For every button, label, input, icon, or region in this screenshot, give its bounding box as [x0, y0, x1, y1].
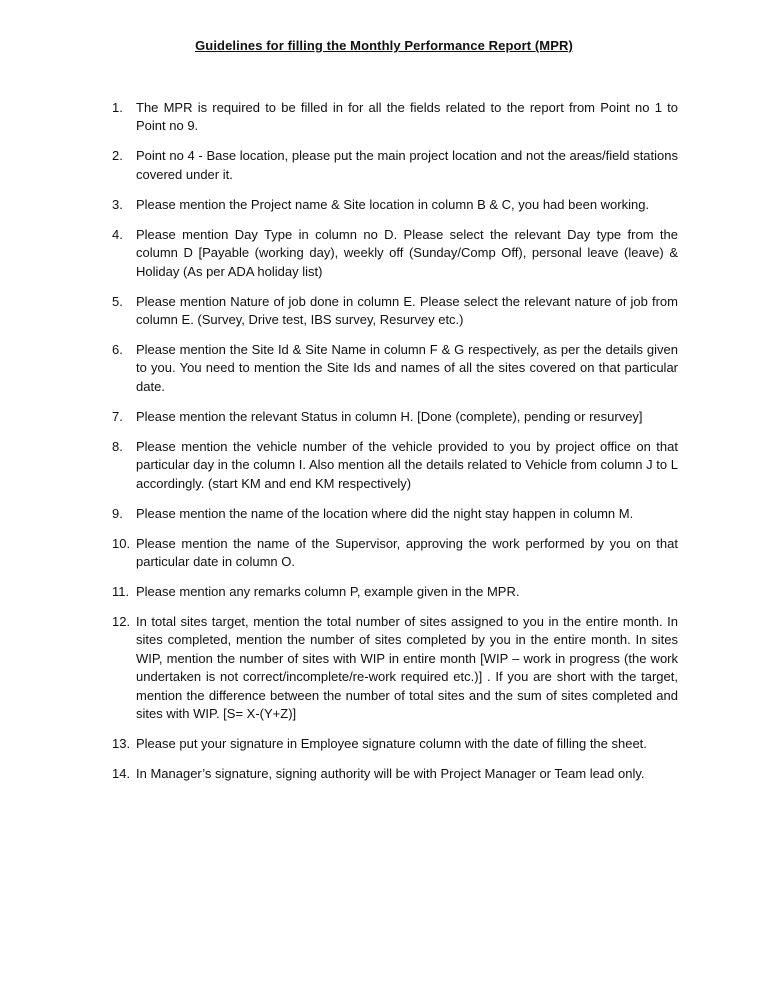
guideline-item-11 [112, 583, 678, 601]
item-number: 2. [112, 148, 123, 164]
item-text: Point no 4 - Base location, please put the main project location and not the areas/field stations covered under it. [136, 148, 678, 182]
item-text: In Manager’s signature, signing authority will be with Project Manager or Team lead only. [136, 766, 645, 782]
item-number: 13. [112, 736, 131, 752]
guideline-item-1 [112, 99, 678, 136]
item-number: 7. [112, 408, 123, 424]
item-number: 9. [112, 505, 123, 521]
guideline-item-8 [112, 438, 678, 493]
item-text: Please mention Nature of job done in column E. Please select the relevant nature of job from column E. (Survey, Drive test, IBS survey, Resurvey etc.) [136, 293, 678, 328]
guideline-item-13 [112, 735, 678, 753]
item-text: Please mention Day Type in column no D. Please select the relevant Day type from the column D [Payable (working day), weekly off (Sunday/Comp Off), personal leave (leave) & Holiday (As per ADA holiday list) [136, 226, 678, 279]
item-text: Please mention the relevant Status in column H. [Done (complete), pending or resurvey] [136, 408, 643, 424]
item-number: 1. [112, 100, 123, 115]
guideline-item-12 [112, 613, 678, 723]
item-text: Please mention the Site Id & Site Name in column F & G respectively, as per the details given to you. You need to mention the Site Ids and names of all the sites covered on that particular date. [136, 342, 678, 394]
item-text: Please mention the Project name & Site location in column B & C, you had been working. [136, 196, 650, 212]
guideline-item-5 [112, 293, 678, 330]
guidelines-list [112, 99, 678, 795]
item-text: The MPR is required to be filled in for all the fields related to the report from Point no 1 to Point no 9. [136, 100, 678, 134]
item-number: 12. [112, 614, 131, 630]
item-text: Please mention the vehicle number of the vehicle provided to you by project office on that particular day in the column I. Also mention all the details related to Vehicle from column J to L accordingly. (start KM and end KM respectively) [136, 438, 678, 491]
guideline-item-2 [112, 147, 678, 184]
item-number: 3. [112, 196, 123, 212]
guideline-item-9 [112, 505, 678, 523]
document-title: Guidelines for filling the Monthly Performance Report (MPR) [195, 38, 573, 53]
item-number: 8. [112, 438, 123, 454]
item-text: Please mention any remarks column P, example given in the MPR. [136, 584, 520, 600]
guideline-item-3 [112, 196, 678, 214]
item-text: Please put your signature in Employee signature column with the date of filling the sheet. [136, 736, 647, 752]
guideline-item-14 [112, 765, 678, 783]
item-text: In total sites target, mention the total number of sites assigned to you in the entire month. In sites completed, mention the number of sites completed by you in the entire month. In sites WIP, mention the number of sites with WIP in entire month [WIP – work in progress (the work undertaken is not correct/incomplete/re-work required etc.)] . If you are short with the target, mention the difference between the number of total sites and the sum of sites completed and sites with WIP. [S= X-(Y+Z)] [136, 614, 678, 722]
guideline-item-4 [112, 226, 678, 281]
item-text: Please mention the name of the Supervisor, approving the work performed by you on that particular date in column O. [136, 535, 678, 570]
item-number: 10. [112, 535, 131, 551]
guideline-item-10 [112, 535, 678, 572]
item-number: 11. [112, 584, 130, 600]
item-number: 6. [112, 342, 123, 358]
guideline-item-6 [112, 341, 678, 396]
guideline-item-7 [112, 408, 678, 426]
item-number: 14. [112, 766, 131, 782]
item-number: 5. [112, 293, 123, 309]
item-text: Please mention the name of the location where did the night stay happen in column M. [136, 505, 634, 521]
item-number: 4. [112, 226, 123, 242]
